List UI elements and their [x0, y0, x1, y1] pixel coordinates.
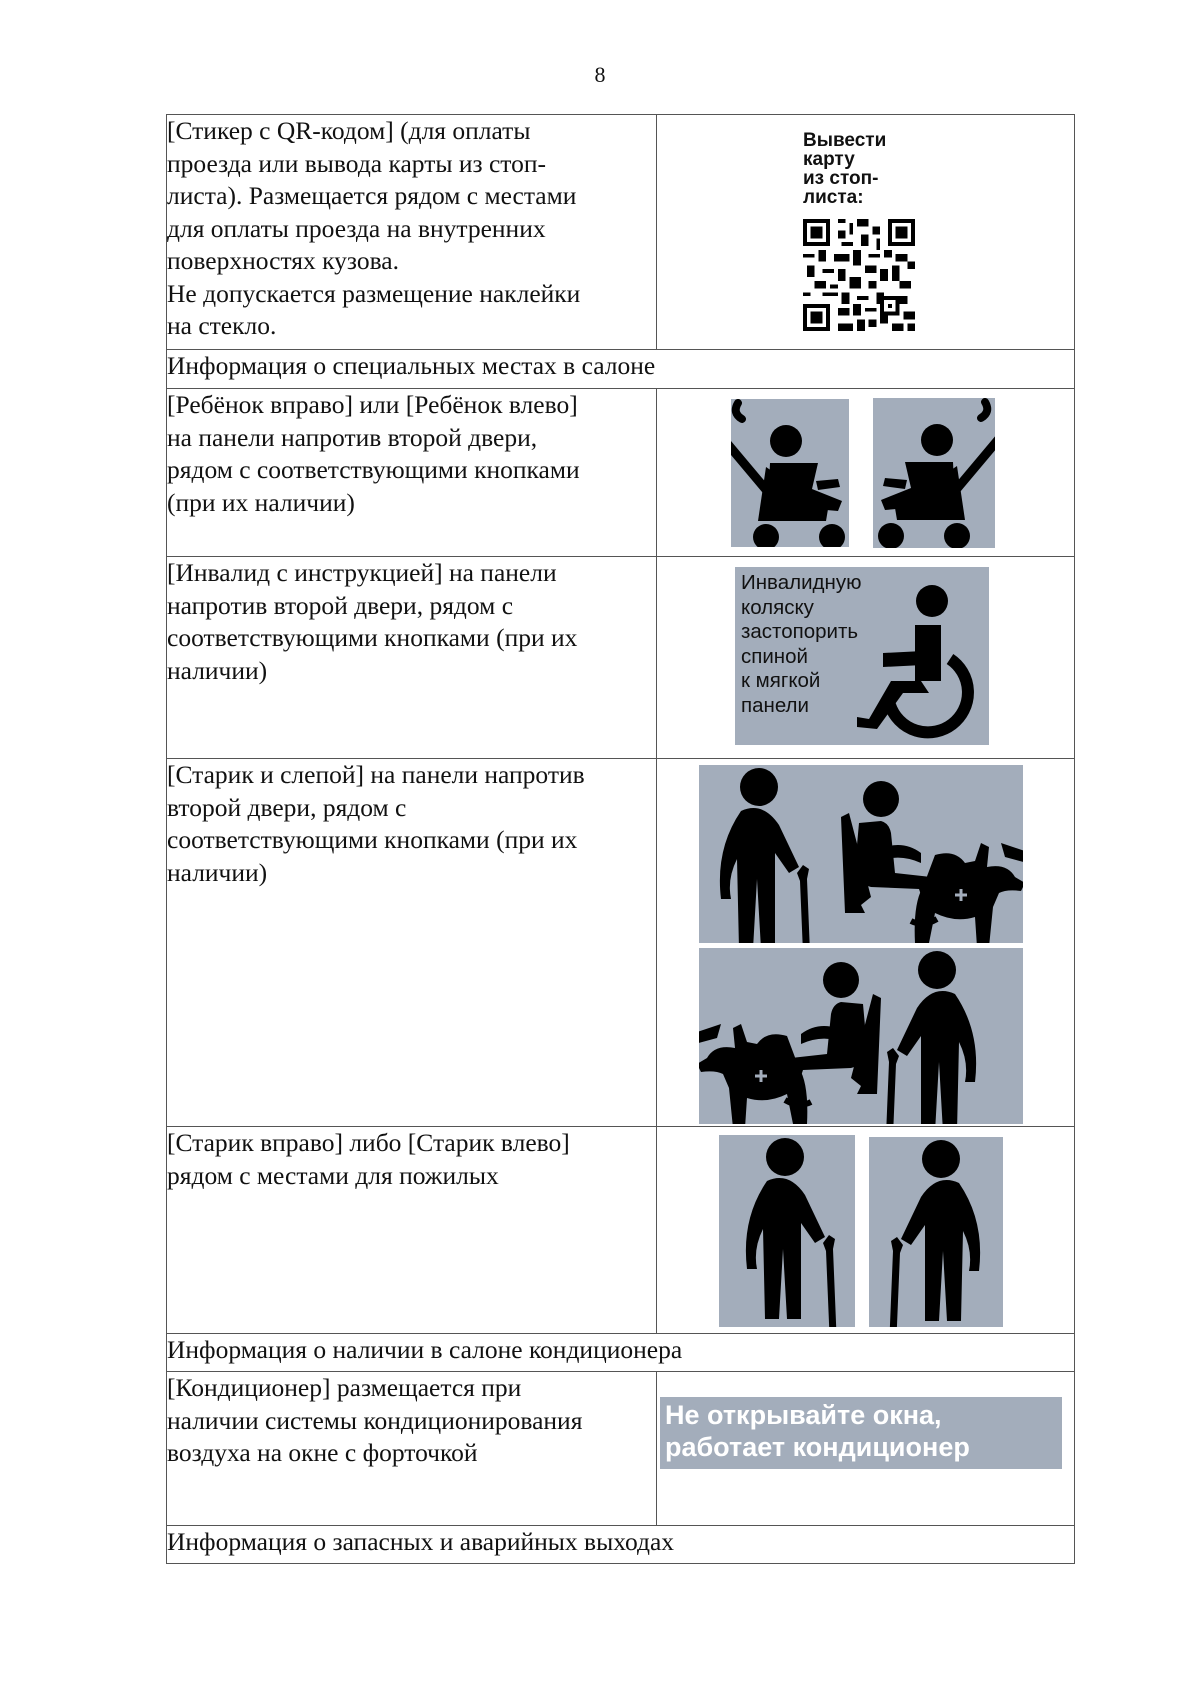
wheelchair-icon — [735, 567, 989, 745]
pictogram-cell — [657, 389, 1075, 557]
description-cell: [Стикер с QR-кодом] (для оплаты проезда или вывода карты из стоп- листа). Размещается рядом с местами для оплаты проезда на внутренних поверхностях кузова. Не допускается размещение наклейки на стекло. — [167, 115, 657, 350]
qr-sticker: Вывести карту из стоп- листа: — [799, 125, 919, 335]
table-row — [167, 350, 1075, 389]
elderly-person-icon — [720, 768, 811, 943]
sticker-cell — [657, 115, 1075, 350]
elder-and-blind-sign-top — [699, 765, 1023, 943]
pictogram-cell — [657, 1372, 1075, 1526]
table-row — [167, 1334, 1075, 1372]
pictogram-cell — [657, 1127, 1075, 1334]
table-row — [167, 557, 1075, 759]
blind-person-with-guide-dog-icon — [841, 781, 1023, 943]
table-row — [167, 1526, 1075, 1564]
elderly-person-icon — [746, 1138, 837, 1327]
description-cell: [Ребёнок вправо] или [Ребёнок влево] на панели напротив второй двери, рядом с соответствующими кнопками (при их наличии) — [167, 389, 657, 557]
description-cell: [Старик вправо] либо [Старик влево] рядом с местами для пожилых — [167, 1127, 657, 1334]
table-row — [167, 1127, 1075, 1334]
air-conditioner-sign: Не открывайте окна, работает кондиционер — [660, 1397, 1062, 1469]
signage-table — [166, 114, 1075, 1564]
description-cell: [Инвалид с инструкцией] на панели напротив второй двери, рядом с соответствующими кнопками (при их наличии) — [167, 557, 657, 759]
table-row — [167, 389, 1075, 557]
wheelchair-sign: Инвалидную коляску застопорить спиной к мягкой панели — [735, 567, 989, 745]
section-header: Информация о наличии в салоне кондиционера — [167, 1334, 1075, 1372]
table-row — [167, 115, 1075, 350]
description-cell: [Старик и слепой] на панели напротив второй двери, рядом с соответствующими кнопками (при их наличии) — [167, 759, 657, 1127]
elder-and-blind-sign-bottom — [699, 948, 1023, 1124]
section-header: Информация о специальных местах в салоне — [167, 350, 1075, 389]
qr-code-icon — [803, 219, 915, 331]
page-number: 8 — [594, 62, 606, 87]
elderly-person-icon — [885, 951, 976, 1124]
elderly-person-icon — [889, 1140, 980, 1327]
elder-left-sign — [869, 1137, 1003, 1327]
elder-right-sign — [719, 1135, 855, 1327]
pictogram-cell — [657, 557, 1075, 759]
pictogram-cell — [657, 759, 1075, 1127]
table-row — [167, 1372, 1075, 1526]
table-row — [167, 759, 1075, 1127]
stroller-left-icon — [873, 398, 995, 548]
description-cell: [Кондиционер] размещается при наличии системы кондиционирования воздуха на окне с форточкой — [167, 1372, 657, 1526]
stroller-right-icon — [731, 399, 849, 547]
blind-person-with-guide-dog-icon — [699, 962, 881, 1124]
section-header: Информация о запасных и аварийных выходах — [167, 1526, 1075, 1564]
